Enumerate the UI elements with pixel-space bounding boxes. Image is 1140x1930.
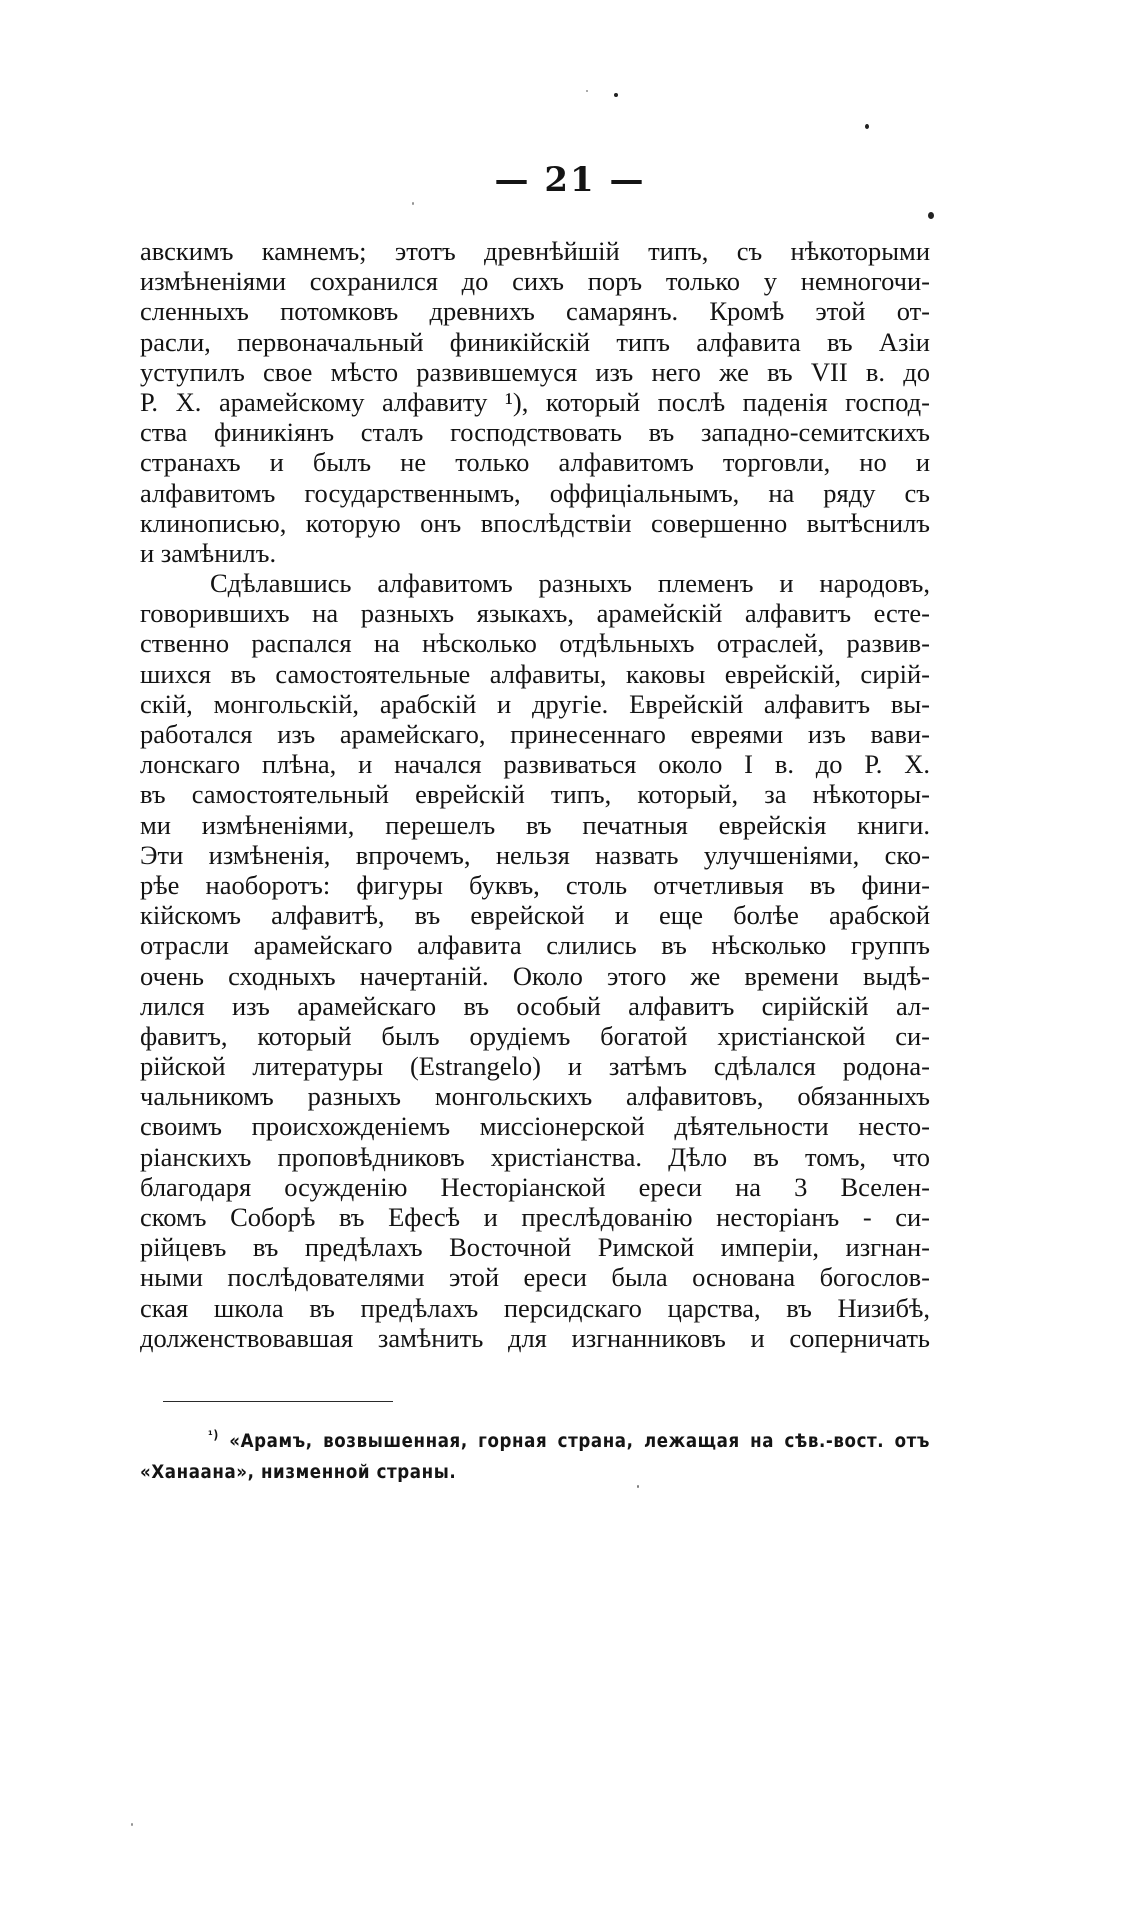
text-line: измѣненіями сохранился до сихъ поръ только у немногочи- [140, 266, 930, 297]
print-speck [131, 1823, 133, 1826]
text-line: и замѣнилъ. [140, 537, 277, 568]
text-line: фавитъ, который былъ орудіемъ богатой христіанской си- [140, 1020, 930, 1051]
main-text [140, 236, 930, 1353]
page-number: — 21 — [494, 160, 646, 200]
text-line: ства финикіянъ сталъ господствовать въ западно-семитскихъ [140, 417, 930, 448]
text-line: ская школа въ предѣлахъ персидскаго царства, въ Низибѣ, [140, 1292, 930, 1323]
footnote-text-1: «Арамъ, возвышенная, горная страна, лежащая на сѣв.-вост. отъ [229, 1431, 931, 1452]
text-line: уступилъ свое мѣсто развившемуся изъ него же въ VII в. до [140, 356, 930, 387]
footnote-line-2: «Ханаана», низменной страны. [140, 1462, 457, 1483]
text-line: ми измѣненіями, перешелъ въ печатныя еврейскія книги. [140, 809, 930, 840]
text-line: Р. Х. арамейскому алфавиту ¹), который послѣ паденія господ- [140, 386, 930, 417]
text-line: лонскаго плѣна, и начался развиваться около I в. до Р. Х. [140, 749, 930, 780]
text-line: чальникомъ разныхъ монгольскихъ алфавитовъ, обязанныхъ [140, 1081, 930, 1112]
print-speck [586, 90, 588, 92]
footnote-divider [163, 1401, 393, 1402]
text-line: алфавитомъ государственнымъ, оффиціальнымъ, на ряду съ [140, 477, 930, 508]
text-line: Эти измѣненія, впрочемъ, нельзя назвать улучшеніями, ско- [140, 839, 930, 870]
print-speck [637, 1485, 639, 1488]
print-speck [928, 212, 934, 219]
paragraph-2 [140, 568, 930, 1353]
text-line: скій, монгольскій, арабскій и другіе. Еврейскій алфавитъ вы- [140, 688, 930, 719]
text-line: кійскомъ алфавитѣ, въ еврейской и еще болѣе арабской [140, 900, 930, 931]
text-line: расли, первоначальный финикійскій типъ алфавита въ Азіи [140, 326, 930, 357]
text-line: долженствовавшая замѣнить для изгнанниковъ и соперничать [140, 1322, 930, 1353]
text-line: отрасли арамейскаго алфавита слились въ нѣсколько группъ [140, 930, 930, 961]
text-line: работался изъ арамейскаго, принесеннаго евреями изъ вави- [140, 719, 930, 749]
text-line: Сдѣлавшись алфавитомъ разныхъ племенъ и народовъ, [210, 568, 930, 599]
text-line: шихся въ самостоятельные алфавиты, каковы еврейскій, сирій- [140, 658, 930, 689]
text-line: въ самостоятельный еврейскій типъ, который, за нѣкоторы- [140, 779, 930, 810]
footnote [140, 1426, 930, 1488]
footnote-marker: ¹) [208, 1428, 219, 1442]
text-line: рѣе наоборотъ: фигуры буквъ, столь отчетливыя въ фини- [140, 869, 930, 900]
text-line: очень сходныхъ начертаній. Около этого же времени выдѣ- [140, 960, 930, 991]
print-speck [865, 124, 869, 129]
text-line: говорившихъ на разныхъ языкахъ, арамейскій алфавитъ есте- [140, 598, 930, 629]
text-line: рійской литературы (Estrangelo) и затѣмъ сдѣлался родона- [140, 1051, 930, 1082]
text-line: клинописью, которую онъ впослѣдствіи совершенно вытѣснилъ [140, 507, 930, 538]
text-line: скомъ Соборѣ въ Ефесѣ и преслѣдованію несторіанъ - си- [140, 1202, 930, 1232]
text-line: ріанскихъ проповѣдниковъ христіанства. Дѣло въ томъ, что [140, 1141, 930, 1172]
text-line: благодаря осужденію Несторіанской ереси на 3 Вселен- [140, 1171, 930, 1202]
print-speck [614, 93, 618, 97]
footnote-line-1 [140, 1426, 930, 1457]
text-line: странахъ и былъ не только алфавитомъ торговли, но и [140, 447, 930, 478]
text-line: рійцевъ въ предѣлахъ Восточной Римской имперіи, изгнан- [140, 1232, 930, 1263]
text-line: авскимъ камнемъ; этотъ древнѣйшій типъ, съ нѣкоторыми [140, 236, 930, 266]
print-speck [412, 202, 414, 205]
text-line: ственно распался на нѣсколько отдѣльныхъ отраслей, развив- [140, 628, 930, 659]
text-line: лился изъ арамейскаго въ особый алфавитъ сирійскій ал- [140, 990, 930, 1021]
text-line: своимъ происхожденіемъ миссіонерской дѣятельности несто- [140, 1111, 930, 1142]
text-line: ными послѣдователями этой ереси была основана богослов- [140, 1262, 930, 1293]
text-line: сленныхъ потомковъ древнихъ самарянъ. Кромѣ этой от- [140, 296, 930, 327]
paragraph-1 [140, 236, 930, 568]
